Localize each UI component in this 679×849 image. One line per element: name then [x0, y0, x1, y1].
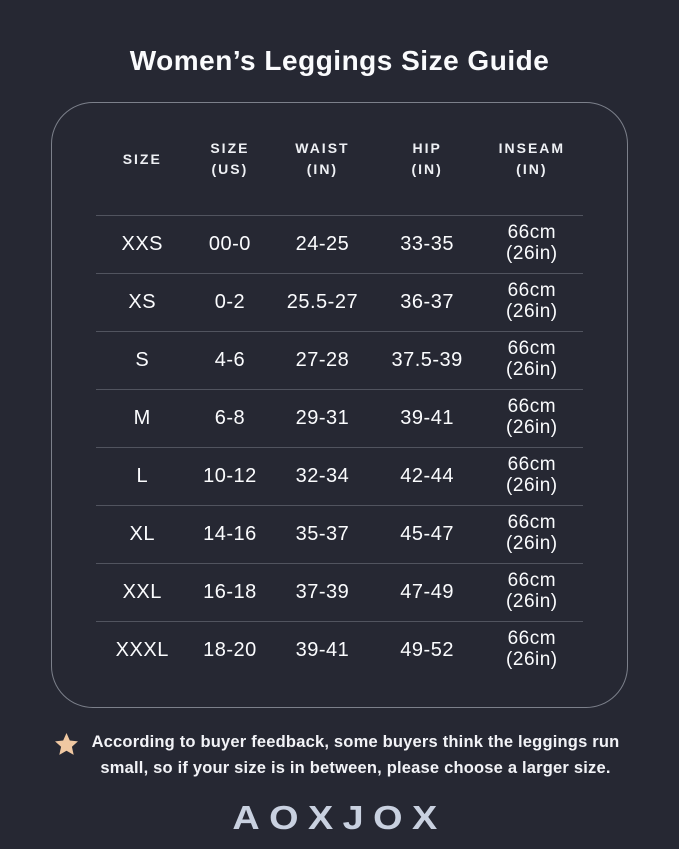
cell-waist: 24-25	[295, 232, 350, 255]
cell-hip: 37.5-39	[391, 348, 463, 371]
cell-hip: 42-44	[400, 464, 454, 487]
header-size: SIZE	[122, 150, 162, 167]
size-guide-panel	[51, 102, 628, 708]
footnote-text: According to buyer feedback, some buyers think the leggings run small, so if your size is in between, please choose a larger size.	[91, 733, 620, 777]
cell-inseam: 66cm (26in)	[506, 280, 558, 322]
table-row	[96, 331, 583, 389]
cell-size: XS	[128, 290, 157, 313]
cell-waist: 29-31	[295, 406, 350, 429]
cell-size: M	[133, 406, 151, 429]
cell-size-us: 6-8	[214, 406, 246, 429]
footnote	[40, 730, 640, 781]
cell-inseam: 66cm (26in)	[506, 396, 558, 438]
cell-waist: 25.5-27	[286, 290, 359, 313]
cell-size-us: 14-16	[203, 522, 257, 545]
cell-size: XXS	[121, 232, 164, 255]
header-inseam: INSEAM (IN)	[498, 140, 566, 177]
cell-hip: 47-49	[400, 580, 454, 603]
table-row	[96, 447, 583, 505]
cell-waist: 27-28	[295, 348, 350, 371]
cell-size: XXXL	[115, 638, 169, 661]
cell-hip: 49-52	[400, 638, 454, 661]
header-hip: HIP (IN)	[411, 140, 443, 177]
cell-inseam: 66cm (26in)	[506, 512, 558, 554]
cell-waist: 37-39	[295, 580, 350, 603]
cell-waist: 35-37	[295, 522, 350, 545]
cell-inseam: 66cm (26in)	[506, 628, 558, 671]
table-row	[96, 505, 583, 563]
page-title: Women’s Leggings Size Guide	[129, 45, 550, 76]
table-row	[96, 563, 583, 621]
cell-size: XL	[129, 522, 155, 545]
header-size-us: SIZE (US)	[210, 140, 250, 177]
table-row	[96, 215, 583, 273]
cell-size-us: 00-0	[208, 232, 251, 255]
cell-size: XXL	[122, 580, 162, 603]
cell-inseam: 66cm (26in)	[506, 454, 558, 496]
table-row	[96, 621, 583, 679]
cell-hip: 36-37	[400, 290, 454, 313]
brand-logo: AOXJOX	[232, 798, 447, 837]
cell-size-us: 16-18	[203, 580, 257, 603]
cell-inseam: 66cm (26in)	[506, 222, 558, 264]
cell-size-us: 18-20	[203, 638, 257, 661]
cell-hip: 39-41	[400, 406, 454, 429]
cell-size-us: 10-12	[203, 464, 257, 487]
header-waist: WAIST (IN)	[295, 140, 350, 177]
cell-size: S	[135, 348, 150, 371]
star-icon	[54, 732, 79, 757]
cell-waist: 32-34	[295, 464, 350, 487]
cell-size-us: 0-2	[214, 290, 246, 313]
cell-size: L	[136, 464, 149, 487]
table-row	[96, 273, 583, 331]
cell-hip: 45-47	[400, 522, 454, 545]
cell-size-us: 4-6	[214, 348, 246, 371]
table-row	[96, 389, 583, 447]
cell-inseam: 66cm (26in)	[506, 338, 558, 380]
cell-waist: 39-41	[295, 638, 350, 661]
cell-hip: 33-35	[400, 232, 454, 255]
size-guide-table	[96, 103, 583, 679]
cell-inseam: 66cm (26in)	[506, 570, 558, 612]
table-header-row	[96, 103, 583, 215]
